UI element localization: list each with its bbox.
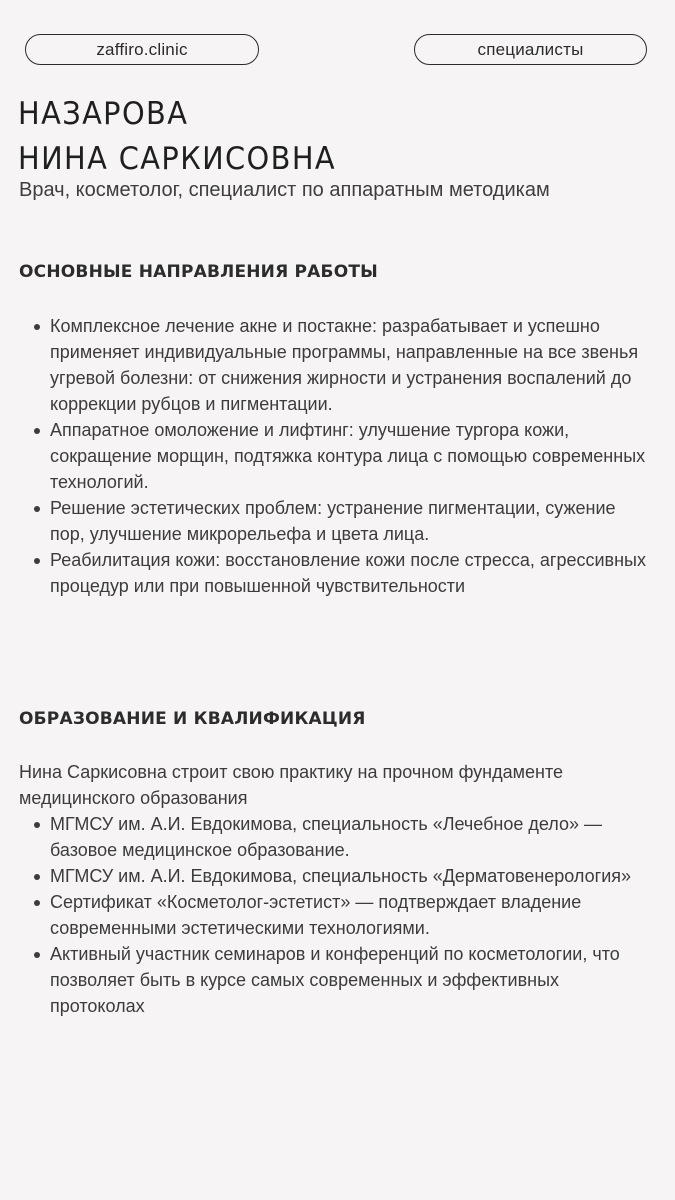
list-item-text: Реабилитация кожи: восстановление кожи после стресса, агрессивных процедур или при повышенной чувствительности: [50, 550, 646, 596]
specialists-nav-button[interactable]: специалисты: [414, 34, 647, 65]
bullet-icon: [34, 324, 40, 330]
list-item: [0, 863, 650, 889]
bullet-icon: [34, 428, 40, 434]
bullet-icon: [34, 506, 40, 512]
list-item: [0, 941, 650, 1019]
list-item: [0, 417, 650, 495]
bullet-icon: [34, 900, 40, 906]
list-item-text: Комплексное лечение акне и постакне: разрабатывает и успешно применяет индивидуальные программы, направленные на все звенья угревой болезни: от снижения жирности и устранения воспалений до коррекции рубцов и пигментации.: [50, 316, 639, 414]
education-list: [0, 811, 650, 1019]
bullet-icon: [34, 558, 40, 564]
list-item: [0, 495, 650, 547]
bullet-icon: [34, 874, 40, 880]
doctor-specialty: Врач, косметолог, специалист по аппаратным методикам: [19, 179, 550, 201]
directions-heading: ОСНОВНЫЕ НАПРАВЛЕНИЯ РАБОТЫ: [19, 262, 378, 282]
doctor-surname: НАЗАРОВА: [18, 96, 189, 132]
list-item-text: Активный участник семинаров и конференций по косметологии, что позволяет быть в курсе самых современных и эффективных протоколах: [50, 944, 620, 1016]
list-item: [0, 547, 650, 599]
doctor-first-names: НИНА САРКИСОВНА: [18, 141, 337, 177]
education-heading: ОБРАЗОВАНИЕ И КВАЛИФИКАЦИЯ: [19, 709, 366, 729]
doctor-name: [18, 92, 336, 182]
list-item: [0, 889, 650, 941]
directions-list: [0, 313, 650, 599]
list-item-text: Сертификат «Косметолог-эстетист» — подтверждает владение современными эстетическими технологиями.: [50, 892, 582, 938]
bullet-icon: [34, 952, 40, 958]
list-item-text: МГМСУ им. А.И. Евдокимова, специальность «Лечебное дело» — базовое медицинское образование.: [50, 814, 603, 860]
list-item-text: Решение эстетических проблем: устранение пигментации, сужение пор, улучшение микрорельефа и цвета лица.: [50, 498, 616, 544]
education-intro: Нина Саркисовна строит свою практику на прочном фундаменте медицинского образования: [19, 762, 564, 808]
list-item-text: Аппаратное омоложение и лифтинг: улучшение тургора кожи, сокращение морщин, подтяжка контура лица с помощью современных технологий.: [50, 420, 646, 492]
list-item: [0, 811, 650, 863]
list-item-text: МГМСУ им. А.И. Евдокимова, специальность «Дерматовенерология»: [50, 866, 632, 886]
bullet-icon: [34, 822, 40, 828]
site-link-button[interactable]: zaffiro.clinic: [25, 34, 259, 65]
list-item: [0, 313, 650, 417]
